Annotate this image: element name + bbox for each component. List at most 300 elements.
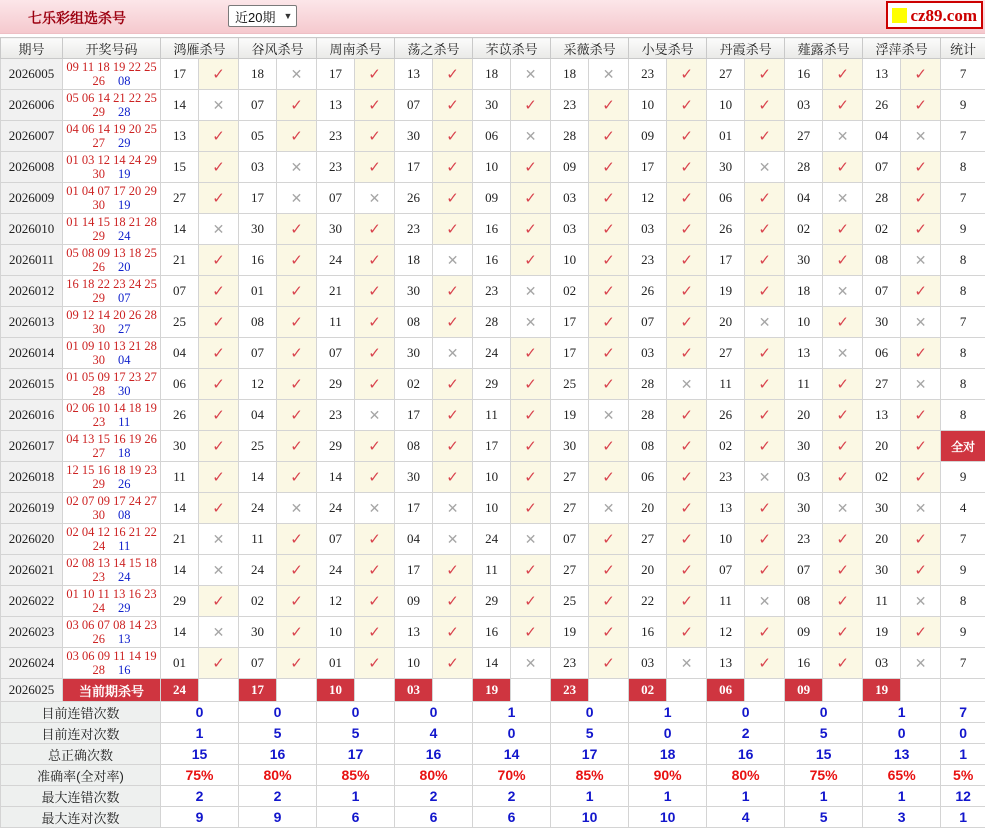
kill-number: 12 bbox=[239, 369, 277, 400]
kill-number: 23 bbox=[551, 90, 589, 121]
kill-number: 12 bbox=[707, 617, 745, 648]
check-icon: ✓ bbox=[199, 245, 239, 276]
summary-value: 2 bbox=[473, 786, 551, 807]
check-icon: ✓ bbox=[199, 152, 239, 183]
kill-number: 24 bbox=[473, 524, 511, 555]
kill-number: 02 bbox=[863, 462, 901, 493]
kill-number: 23 bbox=[395, 214, 433, 245]
kill-number: 16 bbox=[473, 214, 511, 245]
check-icon: ✓ bbox=[277, 586, 317, 617]
check-icon: ✓ bbox=[667, 59, 707, 90]
summary-label: 目前连错次数 bbox=[1, 702, 161, 723]
cross-icon: ✕ bbox=[355, 400, 395, 431]
kill-number: 30 bbox=[785, 245, 823, 276]
check-icon: ✓ bbox=[511, 183, 551, 214]
kill-number: 30 bbox=[161, 431, 199, 462]
kill-number: 09 bbox=[395, 586, 433, 617]
cross-icon: ✕ bbox=[355, 493, 395, 524]
summary-label: 准确率(全对率) bbox=[1, 765, 161, 786]
period-cell: 2026023 bbox=[1, 617, 63, 648]
summary-value: 18 bbox=[629, 744, 707, 765]
kill-number: 03 bbox=[785, 462, 823, 493]
table-row bbox=[1, 152, 985, 183]
kill-number: 23 bbox=[317, 121, 355, 152]
kill-number: 27 bbox=[707, 338, 745, 369]
summary-value: 1 bbox=[629, 786, 707, 807]
check-icon: ✓ bbox=[355, 586, 395, 617]
winning-numbers: 01 10 11 13 16 23 24 29 bbox=[63, 586, 161, 617]
cross-icon: ✕ bbox=[901, 369, 941, 400]
check-icon: ✓ bbox=[745, 276, 785, 307]
check-icon: ✓ bbox=[277, 276, 317, 307]
check-icon: ✓ bbox=[667, 90, 707, 121]
kill-number: 16 bbox=[785, 648, 823, 679]
summary-stat: 7 bbox=[941, 702, 985, 723]
summary-value: 80% bbox=[707, 765, 785, 786]
check-icon: ✓ bbox=[901, 400, 941, 431]
winning-numbers: 04 13 15 16 19 26 27 18 bbox=[63, 431, 161, 462]
cross-icon: ✕ bbox=[589, 59, 629, 90]
summary-value: 16 bbox=[395, 744, 473, 765]
kill-number: 17 bbox=[707, 245, 745, 276]
check-icon: ✓ bbox=[433, 431, 473, 462]
cross-icon: ✕ bbox=[823, 493, 863, 524]
col-header-period: 期号 bbox=[1, 38, 63, 59]
kill-number: 27 bbox=[707, 59, 745, 90]
check-icon: ✓ bbox=[277, 400, 317, 431]
table-row bbox=[1, 648, 985, 679]
period-cell: 2026005 bbox=[1, 59, 63, 90]
kill-number: 12 bbox=[629, 183, 667, 214]
kill-number: 24 bbox=[239, 555, 277, 586]
kill-number: 17 bbox=[317, 59, 355, 90]
kill-number: 03 bbox=[785, 90, 823, 121]
winning-numbers: 04 06 14 19 20 25 27 29 bbox=[63, 121, 161, 152]
kill-number: 03 bbox=[551, 183, 589, 214]
check-icon: ✓ bbox=[277, 617, 317, 648]
table-row bbox=[1, 59, 985, 90]
summary-value: 1 bbox=[317, 786, 395, 807]
period-cell: 2026025 bbox=[1, 679, 63, 702]
kill-number: 26 bbox=[629, 276, 667, 307]
cross-icon: ✕ bbox=[433, 338, 473, 369]
header-row bbox=[1, 38, 985, 59]
kill-number: 20 bbox=[863, 524, 901, 555]
summary-label: 最大连错次数 bbox=[1, 786, 161, 807]
summary-value: 13 bbox=[863, 744, 941, 765]
summary-value: 5 bbox=[239, 723, 317, 744]
summary-value: 17 bbox=[317, 744, 395, 765]
summary-value: 1 bbox=[551, 786, 629, 807]
stat-cell: 8 bbox=[941, 400, 985, 431]
kill-number: 04 bbox=[785, 183, 823, 214]
kill-number: 23 bbox=[551, 648, 589, 679]
check-icon: ✓ bbox=[745, 493, 785, 524]
check-icon: ✓ bbox=[277, 648, 317, 679]
check-icon: ✓ bbox=[745, 524, 785, 555]
summary-value: 1 bbox=[161, 723, 239, 744]
check-icon: ✓ bbox=[823, 431, 863, 462]
kill-number: 14 bbox=[161, 90, 199, 121]
kill-number: 03 bbox=[863, 648, 901, 679]
kill-number: 19 bbox=[707, 276, 745, 307]
check-icon: ✓ bbox=[355, 431, 395, 462]
kill-number: 13 bbox=[317, 90, 355, 121]
period-cell: 2026016 bbox=[1, 400, 63, 431]
stat-cell: 8 bbox=[941, 245, 985, 276]
page-title: 七乐彩组选杀号 bbox=[28, 10, 126, 26]
col-header-numbers: 开奖号码 bbox=[63, 38, 161, 59]
check-icon: ✓ bbox=[589, 617, 629, 648]
summary-value: 6 bbox=[473, 807, 551, 828]
kill-number: 09 bbox=[629, 121, 667, 152]
check-icon: ✓ bbox=[199, 648, 239, 679]
summary-value: 0 bbox=[317, 702, 395, 723]
kill-number: 27 bbox=[551, 493, 589, 524]
winning-numbers: 03 06 09 11 14 19 28 16 bbox=[63, 648, 161, 679]
kill-number: 24 bbox=[239, 493, 277, 524]
check-icon: ✓ bbox=[667, 493, 707, 524]
kill-number: 23 bbox=[317, 152, 355, 183]
current-kill-number: 24 bbox=[161, 679, 199, 702]
check-icon: ✓ bbox=[511, 462, 551, 493]
summary-row bbox=[1, 786, 985, 807]
table-row bbox=[1, 338, 985, 369]
check-icon: ✓ bbox=[199, 276, 239, 307]
stat-cell: 7 bbox=[941, 59, 985, 90]
kill-number: 28 bbox=[863, 183, 901, 214]
cross-icon: ✕ bbox=[745, 152, 785, 183]
cross-icon: ✕ bbox=[199, 617, 239, 648]
kill-number: 07 bbox=[395, 90, 433, 121]
check-icon: ✓ bbox=[355, 617, 395, 648]
kill-number: 04 bbox=[863, 121, 901, 152]
cross-icon: ✕ bbox=[901, 245, 941, 276]
check-icon: ✓ bbox=[355, 152, 395, 183]
check-icon: ✓ bbox=[589, 462, 629, 493]
summary-row bbox=[1, 744, 985, 765]
kill-number: 26 bbox=[707, 400, 745, 431]
period-cell: 2026021 bbox=[1, 555, 63, 586]
kill-number: 02 bbox=[551, 276, 589, 307]
kill-number: 11 bbox=[863, 586, 901, 617]
winning-numbers: 02 06 10 14 18 19 23 11 bbox=[63, 400, 161, 431]
kill-number: 16 bbox=[473, 617, 511, 648]
empty-mark-cell bbox=[823, 679, 863, 702]
check-icon: ✓ bbox=[667, 400, 707, 431]
check-icon: ✓ bbox=[511, 555, 551, 586]
cross-icon: ✕ bbox=[199, 555, 239, 586]
check-icon: ✓ bbox=[355, 90, 395, 121]
cross-icon: ✕ bbox=[199, 214, 239, 245]
check-icon: ✓ bbox=[823, 462, 863, 493]
summary-value: 4 bbox=[707, 807, 785, 828]
summary-value: 1 bbox=[473, 702, 551, 723]
check-icon: ✓ bbox=[199, 586, 239, 617]
check-icon: ✓ bbox=[277, 369, 317, 400]
current-kill-number: 17 bbox=[239, 679, 277, 702]
kill-number: 03 bbox=[629, 214, 667, 245]
check-icon: ✓ bbox=[199, 431, 239, 462]
summary-value: 2 bbox=[239, 786, 317, 807]
check-icon: ✓ bbox=[745, 90, 785, 121]
empty-mark-cell bbox=[355, 679, 395, 702]
winning-numbers: 01 05 09 17 23 27 28 30 bbox=[63, 369, 161, 400]
cross-icon: ✕ bbox=[589, 493, 629, 524]
winning-numbers: 05 06 14 21 22 25 29 28 bbox=[63, 90, 161, 121]
kill-number: 30 bbox=[395, 338, 433, 369]
check-icon: ✓ bbox=[589, 307, 629, 338]
kill-number: 02 bbox=[863, 214, 901, 245]
col-header-kill-8: 丹霞杀号 bbox=[707, 38, 785, 59]
kill-number: 10 bbox=[395, 648, 433, 679]
kill-number: 02 bbox=[239, 586, 277, 617]
period-cell: 2026019 bbox=[1, 493, 63, 524]
summary-value: 5 bbox=[551, 723, 629, 744]
stat-cell: 9 bbox=[941, 462, 985, 493]
col-header-stat: 统计 bbox=[941, 38, 985, 59]
stat-cell: 8 bbox=[941, 586, 985, 617]
cross-icon: ✕ bbox=[745, 586, 785, 617]
empty-mark-cell bbox=[277, 679, 317, 702]
period-cell: 2026018 bbox=[1, 462, 63, 493]
kill-number: 30 bbox=[863, 307, 901, 338]
kill-number: 23 bbox=[629, 59, 667, 90]
check-icon: ✓ bbox=[511, 245, 551, 276]
summary-label: 目前连对次数 bbox=[1, 723, 161, 744]
check-icon: ✓ bbox=[277, 524, 317, 555]
col-header-kill-1: 鸿雁杀号 bbox=[161, 38, 239, 59]
check-icon: ✓ bbox=[277, 307, 317, 338]
check-icon: ✓ bbox=[667, 431, 707, 462]
check-icon: ✓ bbox=[433, 276, 473, 307]
stat-all-correct-badge: 全对 bbox=[941, 431, 985, 462]
check-icon: ✓ bbox=[745, 214, 785, 245]
kill-number: 30 bbox=[551, 431, 589, 462]
check-icon: ✓ bbox=[433, 369, 473, 400]
cross-icon: ✕ bbox=[901, 586, 941, 617]
current-kill-number: 19 bbox=[863, 679, 901, 702]
summary-value: 1 bbox=[863, 702, 941, 723]
check-icon: ✓ bbox=[589, 90, 629, 121]
kill-number: 04 bbox=[161, 338, 199, 369]
site-logo[interactable] bbox=[886, 1, 983, 29]
period-cell: 2026013 bbox=[1, 307, 63, 338]
check-icon: ✓ bbox=[823, 586, 863, 617]
col-header-kill-10: 浮萍杀号 bbox=[863, 38, 941, 59]
kill-number: 04 bbox=[239, 400, 277, 431]
check-icon: ✓ bbox=[823, 90, 863, 121]
summary-stat: 5% bbox=[941, 765, 985, 786]
kill-number: 15 bbox=[161, 152, 199, 183]
kill-number: 08 bbox=[629, 431, 667, 462]
kill-number: 30 bbox=[785, 493, 823, 524]
check-icon: ✓ bbox=[433, 307, 473, 338]
kill-number: 11 bbox=[785, 369, 823, 400]
kill-number: 29 bbox=[161, 586, 199, 617]
summary-row bbox=[1, 807, 985, 828]
table-row bbox=[1, 462, 985, 493]
kill-number: 30 bbox=[317, 214, 355, 245]
kill-number: 02 bbox=[707, 431, 745, 462]
check-icon: ✓ bbox=[355, 648, 395, 679]
col-header-kill-6: 采薇杀号 bbox=[551, 38, 629, 59]
table-row bbox=[1, 400, 985, 431]
stat-cell: 9 bbox=[941, 90, 985, 121]
kill-number: 05 bbox=[239, 121, 277, 152]
kill-number: 03 bbox=[629, 648, 667, 679]
table-row bbox=[1, 586, 985, 617]
summary-value: 90% bbox=[629, 765, 707, 786]
check-icon: ✓ bbox=[901, 183, 941, 214]
check-icon: ✓ bbox=[589, 648, 629, 679]
check-icon: ✓ bbox=[433, 648, 473, 679]
cross-icon: ✕ bbox=[901, 121, 941, 152]
kill-number: 07 bbox=[317, 183, 355, 214]
summary-value: 0 bbox=[629, 723, 707, 744]
kill-number: 12 bbox=[317, 586, 355, 617]
check-icon: ✓ bbox=[589, 183, 629, 214]
col-header-kill-3: 周南杀号 bbox=[317, 38, 395, 59]
check-icon: ✓ bbox=[433, 90, 473, 121]
period-cell: 2026024 bbox=[1, 648, 63, 679]
kill-number: 19 bbox=[551, 617, 589, 648]
check-icon: ✓ bbox=[433, 555, 473, 586]
kill-number: 24 bbox=[317, 245, 355, 276]
period-cell: 2026012 bbox=[1, 276, 63, 307]
summary-value: 1 bbox=[707, 786, 785, 807]
check-icon: ✓ bbox=[355, 307, 395, 338]
check-icon: ✓ bbox=[589, 586, 629, 617]
kill-number: 27 bbox=[161, 183, 199, 214]
table-row bbox=[1, 369, 985, 400]
kill-number: 01 bbox=[707, 121, 745, 152]
cross-icon: ✕ bbox=[511, 121, 551, 152]
winning-numbers: 02 04 12 16 21 22 24 11 bbox=[63, 524, 161, 555]
check-icon: ✓ bbox=[745, 431, 785, 462]
kill-number: 14 bbox=[161, 555, 199, 586]
col-header-kill-4: 荡之杀号 bbox=[395, 38, 473, 59]
kill-number: 13 bbox=[707, 648, 745, 679]
kill-number: 01 bbox=[239, 276, 277, 307]
summary-value: 65% bbox=[863, 765, 941, 786]
kill-number: 21 bbox=[161, 524, 199, 555]
check-icon: ✓ bbox=[667, 586, 707, 617]
kill-number: 29 bbox=[473, 369, 511, 400]
period-range-select[interactable] bbox=[228, 5, 297, 27]
kill-number: 10 bbox=[473, 493, 511, 524]
kill-number: 30 bbox=[395, 276, 433, 307]
kill-number: 01 bbox=[317, 648, 355, 679]
stat-cell: 7 bbox=[941, 183, 985, 214]
kill-number: 07 bbox=[239, 648, 277, 679]
cross-icon: ✕ bbox=[823, 276, 863, 307]
check-icon: ✓ bbox=[823, 59, 863, 90]
check-icon: ✓ bbox=[511, 338, 551, 369]
col-header-kill-9: 薤露杀号 bbox=[785, 38, 863, 59]
kill-number: 07 bbox=[707, 555, 745, 586]
kill-number: 08 bbox=[239, 307, 277, 338]
kill-number: 17 bbox=[161, 59, 199, 90]
kill-number: 21 bbox=[317, 276, 355, 307]
cross-icon: ✕ bbox=[511, 648, 551, 679]
check-icon: ✓ bbox=[355, 214, 395, 245]
summary-value: 0 bbox=[785, 702, 863, 723]
kill-number: 07 bbox=[863, 152, 901, 183]
check-icon: ✓ bbox=[901, 152, 941, 183]
check-icon: ✓ bbox=[277, 431, 317, 462]
kill-number: 28 bbox=[473, 307, 511, 338]
check-icon: ✓ bbox=[667, 245, 707, 276]
check-icon: ✓ bbox=[901, 617, 941, 648]
empty-mark-cell bbox=[901, 679, 941, 702]
summary-value: 5 bbox=[317, 723, 395, 744]
kill-number: 27 bbox=[785, 121, 823, 152]
check-icon: ✓ bbox=[199, 338, 239, 369]
current-period-row bbox=[1, 679, 985, 702]
check-icon: ✓ bbox=[589, 338, 629, 369]
kill-number: 30 bbox=[785, 431, 823, 462]
check-icon: ✓ bbox=[589, 369, 629, 400]
kill-number: 26 bbox=[863, 90, 901, 121]
kill-number: 16 bbox=[239, 245, 277, 276]
check-icon: ✓ bbox=[355, 524, 395, 555]
kill-number: 03 bbox=[551, 214, 589, 245]
check-icon: ✓ bbox=[667, 555, 707, 586]
period-cell: 2026009 bbox=[1, 183, 63, 214]
check-icon: ✓ bbox=[667, 121, 707, 152]
summary-stat: 12 bbox=[941, 786, 985, 807]
kill-number: 30 bbox=[239, 214, 277, 245]
kill-number: 11 bbox=[473, 555, 511, 586]
kill-number: 27 bbox=[551, 462, 589, 493]
kill-number: 07 bbox=[629, 307, 667, 338]
summary-value: 15 bbox=[785, 744, 863, 765]
cross-icon: ✕ bbox=[433, 493, 473, 524]
kill-number: 13 bbox=[785, 338, 823, 369]
kill-number: 06 bbox=[707, 183, 745, 214]
check-icon: ✓ bbox=[667, 338, 707, 369]
summary-value: 17 bbox=[551, 744, 629, 765]
kill-number: 17 bbox=[239, 183, 277, 214]
check-icon: ✓ bbox=[511, 493, 551, 524]
summary-value: 10 bbox=[629, 807, 707, 828]
check-icon: ✓ bbox=[589, 121, 629, 152]
table-row bbox=[1, 307, 985, 338]
kill-number: 25 bbox=[551, 369, 589, 400]
period-cell: 2026015 bbox=[1, 369, 63, 400]
check-icon: ✓ bbox=[433, 183, 473, 214]
cross-icon: ✕ bbox=[277, 183, 317, 214]
kill-number: 17 bbox=[395, 400, 433, 431]
kill-number: 28 bbox=[785, 152, 823, 183]
summary-value: 0 bbox=[161, 702, 239, 723]
check-icon: ✓ bbox=[823, 245, 863, 276]
current-kill-number: 23 bbox=[551, 679, 589, 702]
stat-cell: 8 bbox=[941, 276, 985, 307]
summary-value: 5 bbox=[785, 807, 863, 828]
winning-numbers: 03 06 07 08 14 23 26 13 bbox=[63, 617, 161, 648]
kill-number: 21 bbox=[161, 245, 199, 276]
current-kill-number: 19 bbox=[473, 679, 511, 702]
check-icon: ✓ bbox=[745, 369, 785, 400]
stat-cell: 9 bbox=[941, 617, 985, 648]
period-cell: 2026022 bbox=[1, 586, 63, 617]
check-icon: ✓ bbox=[745, 183, 785, 214]
table-row bbox=[1, 524, 985, 555]
kill-number: 30 bbox=[863, 555, 901, 586]
kill-number-table bbox=[0, 37, 985, 828]
